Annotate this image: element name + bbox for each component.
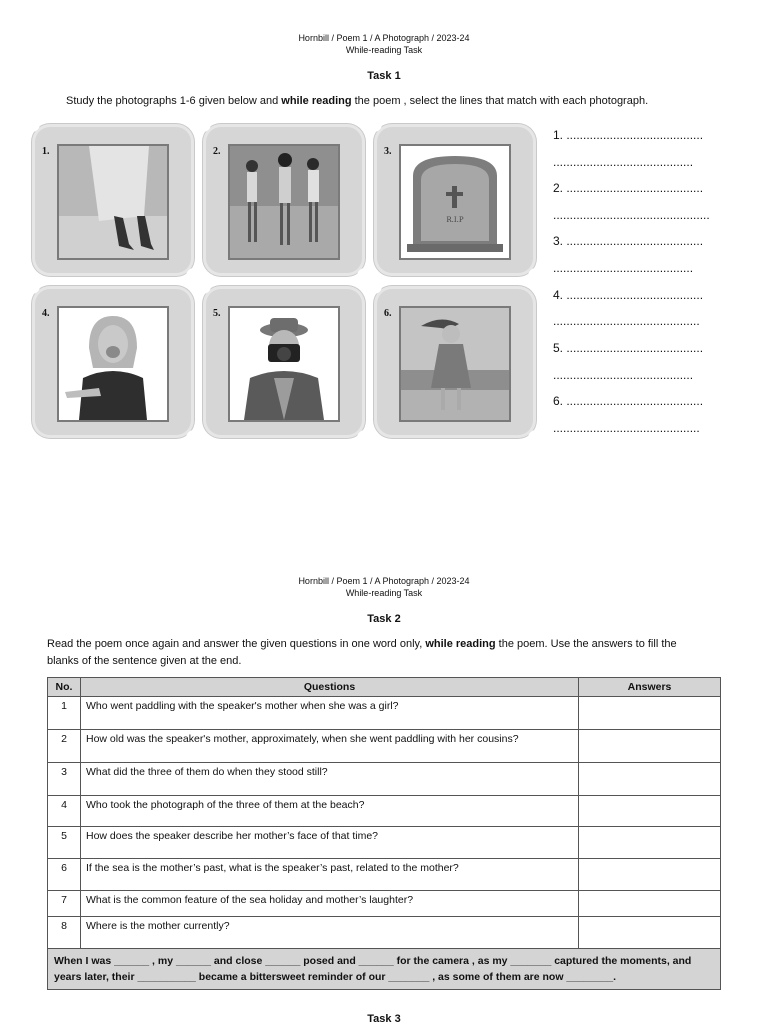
photo-number-3: 3. (384, 146, 392, 157)
photo-frame-1 (32, 124, 194, 276)
answer-line-5a[interactable]: 5. ......................................... (553, 341, 704, 355)
task2-title: Task 2 (367, 613, 401, 625)
answer-line-3a[interactable]: 3. ......................................... (553, 234, 704, 248)
question-text: Where is the mother currently? (81, 917, 579, 949)
photo-number-2: 2. (213, 146, 221, 157)
row-number: 4 (48, 796, 81, 827)
photo-walking-feet (57, 144, 169, 260)
answer-cell[interactable] (579, 697, 721, 730)
row-number: 1 (48, 697, 81, 730)
answer-line-6b[interactable]: ............................................ (553, 421, 700, 435)
answer-cell[interactable] (579, 730, 721, 763)
table-row (48, 827, 721, 859)
row-number: 6 (48, 859, 81, 891)
photo-number-4: 4. (42, 308, 50, 319)
table-row (48, 730, 721, 763)
page2-header-line1: Hornbill / Poem 1 / A Photograph / 2023-24 (298, 576, 470, 586)
answer-line-2a[interactable]: 2. ......................................... (553, 181, 704, 195)
answer-line-4b[interactable]: ............................................ (553, 314, 700, 328)
table-row (48, 917, 721, 949)
answer-line-5b[interactable]: .......................................... (553, 368, 694, 382)
answer-line-4a[interactable]: 4. ......................................... (553, 288, 704, 302)
row-number: 3 (48, 763, 81, 796)
answer-line-3b[interactable]: .......................................... (553, 261, 694, 275)
task1-title: Task 1 (367, 70, 401, 82)
row-number: 2 (48, 730, 81, 763)
question-text: What did the three of them do when they stood still? (81, 763, 579, 796)
table-footer-row (48, 949, 721, 990)
page1-header-line1: Hornbill / Poem 1 / A Photograph / 2023-24 (298, 33, 470, 43)
question-text: Who went paddling with the speaker's mother when she was a girl? (81, 697, 579, 730)
task3-title: Task 3 (367, 1013, 401, 1025)
photo-frame-2 (203, 124, 365, 276)
fill-in-sentence: When I was ______ , my ______ and close ______ posed and ______ for the camera , as my _______ captured the moments, and years later, their __________ became a bittersweet reminder of our _______ , as some of them are now ________. (48, 949, 721, 990)
question-text: How old was the speaker's mother, approximately, when she went paddling with her cousins? (81, 730, 579, 763)
photo-photographer (228, 306, 340, 422)
header-questions: Questions (81, 678, 579, 697)
answer-cell[interactable] (579, 917, 721, 949)
photo-tombstone (399, 144, 511, 260)
table-row (48, 891, 721, 917)
question-text: If the sea is the mother’s past, what is the speaker’s past, related to the mother? (81, 859, 579, 891)
table-row (48, 763, 721, 796)
page1-header-line2: While-reading Task (345, 45, 423, 55)
question-text: How does the speaker describe her mother’s face of that time? (81, 827, 579, 859)
answer-cell[interactable] (579, 796, 721, 827)
task2-instruction: Read the poem once again and answer the given questions in one word only, while reading the poem. Use the answers to fill the blanks of the sentence given at the end. (47, 638, 677, 667)
question-text: Who took the photograph of the three of them at the beach? (81, 796, 579, 827)
photo-frame-3 (374, 124, 536, 276)
photo-number-1: 1. (42, 146, 50, 157)
row-number: 8 (48, 917, 81, 949)
answer-line-1b[interactable]: .......................................... (553, 155, 694, 169)
answer-cell[interactable] (579, 859, 721, 891)
header-no: No. (48, 678, 81, 697)
header-answers: Answers (579, 678, 721, 697)
answer-cell[interactable] (579, 891, 721, 917)
photo-number-5: 5. (213, 308, 221, 319)
answer-line-1a[interactable]: 1. ......................................... (553, 128, 704, 142)
photo-three-girls-beach (228, 144, 340, 260)
photo-number-6: 6. (384, 308, 392, 319)
photo-laughing-woman (57, 306, 169, 422)
table-row (48, 859, 721, 891)
photo-frame-4 (32, 286, 194, 438)
photo-frame-5 (203, 286, 365, 438)
question-text: What is the common feature of the sea holiday and mother’s laughter? (81, 891, 579, 917)
row-number: 7 (48, 891, 81, 917)
photo-girl-running-sea (399, 306, 511, 422)
task1-instruction: Study the photographs 1-6 given below and while reading the poem , select the lines that match with each photograph. (66, 95, 649, 107)
answer-cell[interactable] (579, 827, 721, 859)
table-header-row (48, 678, 721, 697)
table-row (48, 796, 721, 827)
table-row (48, 697, 721, 730)
row-number: 5 (48, 827, 81, 859)
questions-table (47, 677, 721, 990)
page2-header-line2: While-reading Task (345, 588, 423, 598)
answer-cell[interactable] (579, 763, 721, 796)
svg-text:R.I.P: R.I.P (446, 216, 464, 224)
photo-frame-6 (374, 286, 536, 438)
answer-line-6a[interactable]: 6. ......................................... (553, 394, 704, 408)
answer-line-2b[interactable]: ............................................... (553, 208, 710, 222)
